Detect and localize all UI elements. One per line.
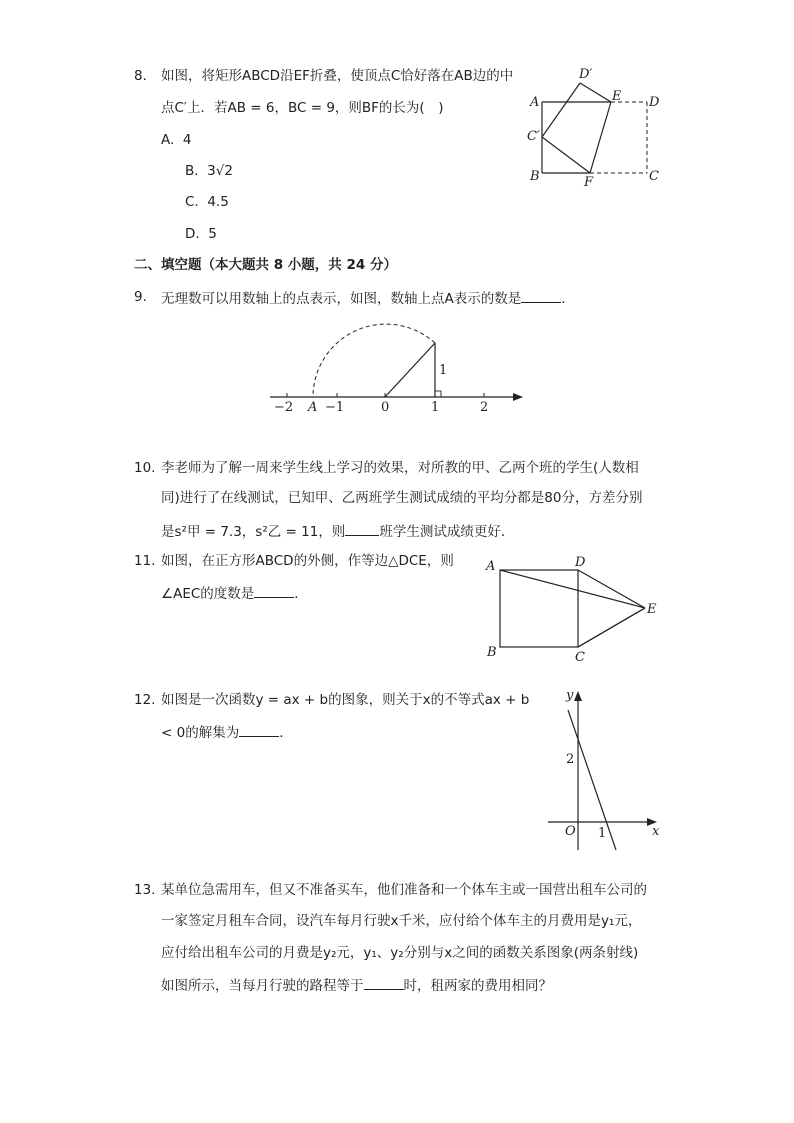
- q8-label-c-prime: C′: [527, 129, 540, 144]
- q11-line2: ∠AEC的度数是 ．: [161, 583, 308, 603]
- q10-line1: 李老师为了解一周来学生线上学习的效果，对所教的甲、乙两个班的学生(人数相: [161, 460, 639, 476]
- q8-number: 8.: [134, 68, 147, 84]
- q8-stem-line2: 点C′上．若AB = 6，BC = 9，则BF的长为( ): [161, 100, 444, 116]
- q11-line1: 如图，在正方形ABCD的外侧，作等边△DCE，则: [161, 553, 454, 569]
- q8-stem-line1: 如图，将矩形ABCD沿EF折叠，使顶点C恰好落在AB边的中: [161, 68, 514, 84]
- q8-option-b: B. 3√2: [185, 163, 233, 179]
- q12-y-intercept-label: 2: [566, 752, 575, 767]
- q9-tick-neg1: −1: [325, 400, 345, 415]
- q11-label-c: C: [575, 650, 585, 665]
- q11-label-d: D: [575, 555, 586, 570]
- q8-option-a: A. 4: [161, 132, 192, 148]
- q11-label-b: B: [487, 645, 497, 660]
- q11-label-e: E: [647, 602, 657, 617]
- q10-line3: 是s²甲 = 7.3，s²乙 = 11，则 班学生测试成绩更好．: [161, 521, 514, 541]
- q9-tick-a: A: [308, 400, 318, 415]
- q12-x-axis-label: x: [652, 824, 660, 839]
- q12-x-intercept-label: 1: [598, 826, 607, 841]
- q11-number: 11.: [134, 553, 156, 569]
- q13-line3: 应付给出租车公司的月费是y₂元，y₁、y₂分别与x之间的函数关系图象(两条射线): [161, 945, 639, 961]
- q9-tick-0: 0: [381, 400, 390, 415]
- q12-line2: < 0的解集为 ．: [161, 722, 293, 742]
- q12-origin-label: O: [565, 824, 576, 839]
- q8-label-d: D: [649, 95, 660, 110]
- q12-graph-figure: [540, 685, 670, 855]
- q9-side-label: 1: [439, 363, 448, 378]
- q10-number: 10.: [134, 460, 156, 476]
- q8-label-c: C: [649, 169, 659, 184]
- q13-line4: 如图所示，当每月行驶的路程等于 时，租两家的费用相同？: [161, 975, 552, 995]
- q12-line1: 如图是一次函数y = ax + b的图象，则关于x的不等式ax + b: [161, 692, 530, 708]
- q8-label-b: B: [530, 169, 540, 184]
- q13-line2: 一家签定月租车合同，设汽车每月行驶x千米，应付给个体车主的月费用是y₁元，: [161, 913, 642, 929]
- q8-label-d-prime: D′: [579, 67, 593, 82]
- q9-number-line-figure: [265, 310, 530, 420]
- q10-line2: 同)进行了在线测试，已知甲、乙两班学生测试成绩的平均分都是80分，方差分别: [161, 490, 643, 506]
- q8-option-c: C. 4.5: [185, 194, 229, 210]
- q13-line1: 某单位急需用车，但又不准备买车，他们准备和一个体车主或一国营出租车公司的: [161, 882, 647, 898]
- q9-number: 9.: [134, 289, 147, 305]
- section-fill-in-title: 二、填空题（本大题共 8 小题，共 24 分）: [134, 257, 397, 273]
- q8-label-f: F: [584, 175, 594, 190]
- q9-tick-1: 1: [431, 400, 440, 415]
- q11-square-figure: [480, 555, 660, 665]
- q11-label-a: A: [486, 559, 496, 574]
- q9-stem: 无理数可以用数轴上的点表示，如图，数轴上点A表示的数是 ．: [161, 288, 575, 308]
- q9-tick-2: 2: [480, 400, 489, 415]
- q8-figure: [520, 60, 670, 190]
- q12-y-axis-label: y: [566, 688, 574, 703]
- q9-tick-neg2: −2: [274, 400, 294, 415]
- q8-option-d: D. 5: [185, 226, 217, 242]
- q13-number: 13.: [134, 882, 156, 898]
- q8-label-a: A: [530, 95, 540, 110]
- q8-label-e: E: [612, 89, 622, 104]
- q12-number: 12.: [134, 692, 156, 708]
